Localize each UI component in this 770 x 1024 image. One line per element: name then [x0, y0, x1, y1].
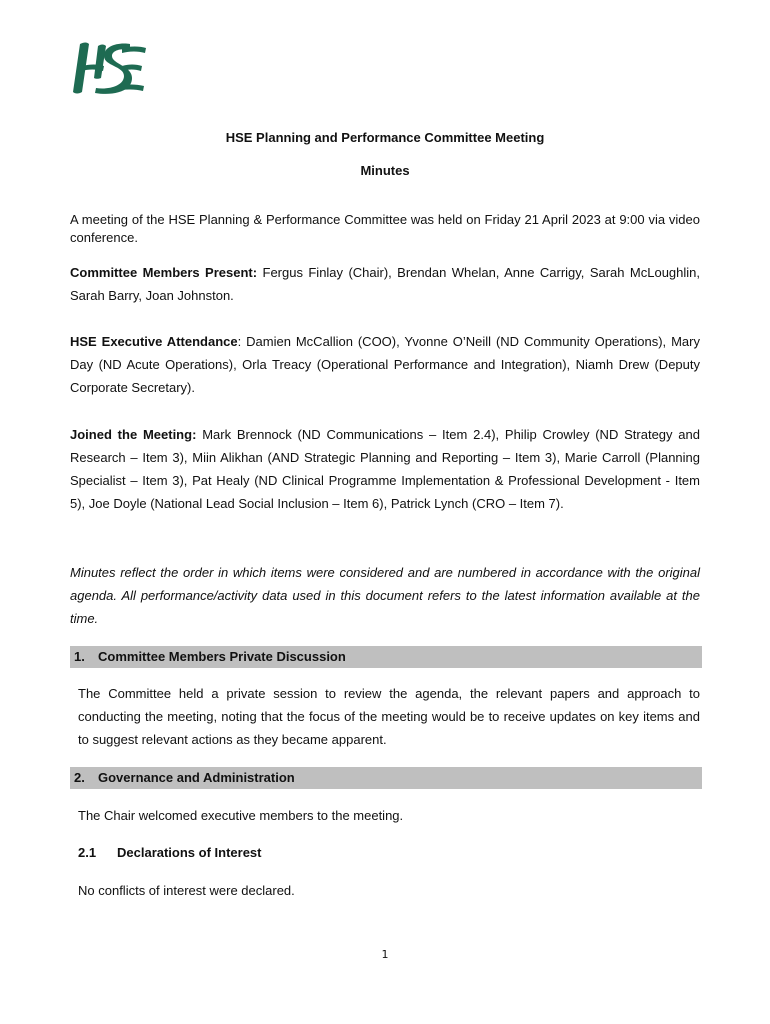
executive-text: : Damien McCallion (COO), Yvonne O’Neill (ND Community Operations), Mary Day (ND Acute Operations), Orla Treacy (Operational Performance and Integration), Niamh Drew (Deputy Corporate Secretary). [70, 334, 700, 395]
members-text: Fergus Finlay (Chair), Brendan Whelan, Anne Carrigy, Sarah McLoughlin, Sarah Barry, Joan Johnston. [70, 265, 701, 303]
section-2-number: 2. [74, 770, 85, 785]
members-label: Committee Members Present: [70, 265, 258, 280]
section-2-title: Governance and Administration [98, 770, 295, 785]
subsection-2-1-number: 2.1 [78, 845, 97, 860]
section-2-heading [70, 767, 702, 789]
executive-label: HSE Executive Attendance [70, 334, 238, 349]
section-2-body: The Chair welcomed executive members to the meeting. [78, 808, 404, 823]
executive-paragraph [70, 330, 700, 399]
joined-paragraph [70, 423, 700, 515]
joined-label: Joined the Meeting: [70, 427, 197, 442]
document-title: HSE Planning and Performance Committee Meeting [225, 130, 545, 145]
minutes-note: Minutes reflect the order in which items were considered and are numbered in accordance with the original agenda. All performance/activity data used in this document refers to the latest information available at the time. [70, 565, 700, 626]
hse-logo [70, 38, 148, 98]
members-paragraph [70, 261, 700, 307]
section-1-heading [70, 646, 702, 668]
page-number: 1 [381, 948, 389, 961]
section-1-number: 1. [74, 649, 85, 664]
section-1-title: Committee Members Private Discussion [98, 649, 346, 664]
intro-paragraph: A meeting of the HSE Planning & Performance Committee was held on Friday 21 April 2023 at 9:00 via video conference. [70, 212, 700, 245]
section-1-body: The Committee held a private session to review the agenda, the relevant papers and approach to conducting the meeting, noting that the focus of the meeting would be to receive updates on key items and to suggest relevant actions as they became apparent. [78, 686, 700, 747]
joined-text: Mark Brennock (ND Communications – Item 2.4), Philip Crowley (ND Strategy and Research – Item 3), Miin Alikhan (AND Strategic Planning and Reporting – Item 3), Marie Carroll (Planning Specialist – Item 3), Pat Healy (ND Clinical Programme Implementation & Professional Development - Item 5), Joe Doyle (National Lead Social Inclusion – Item 6), Patrick Lynch (CRO – Item 7). [70, 427, 700, 511]
document-subtitle: Minutes [360, 163, 410, 178]
subsection-2-1-title: Declarations of Interest [117, 845, 262, 860]
subsection-2-1-body: No conflicts of interest were declared. [78, 883, 295, 898]
